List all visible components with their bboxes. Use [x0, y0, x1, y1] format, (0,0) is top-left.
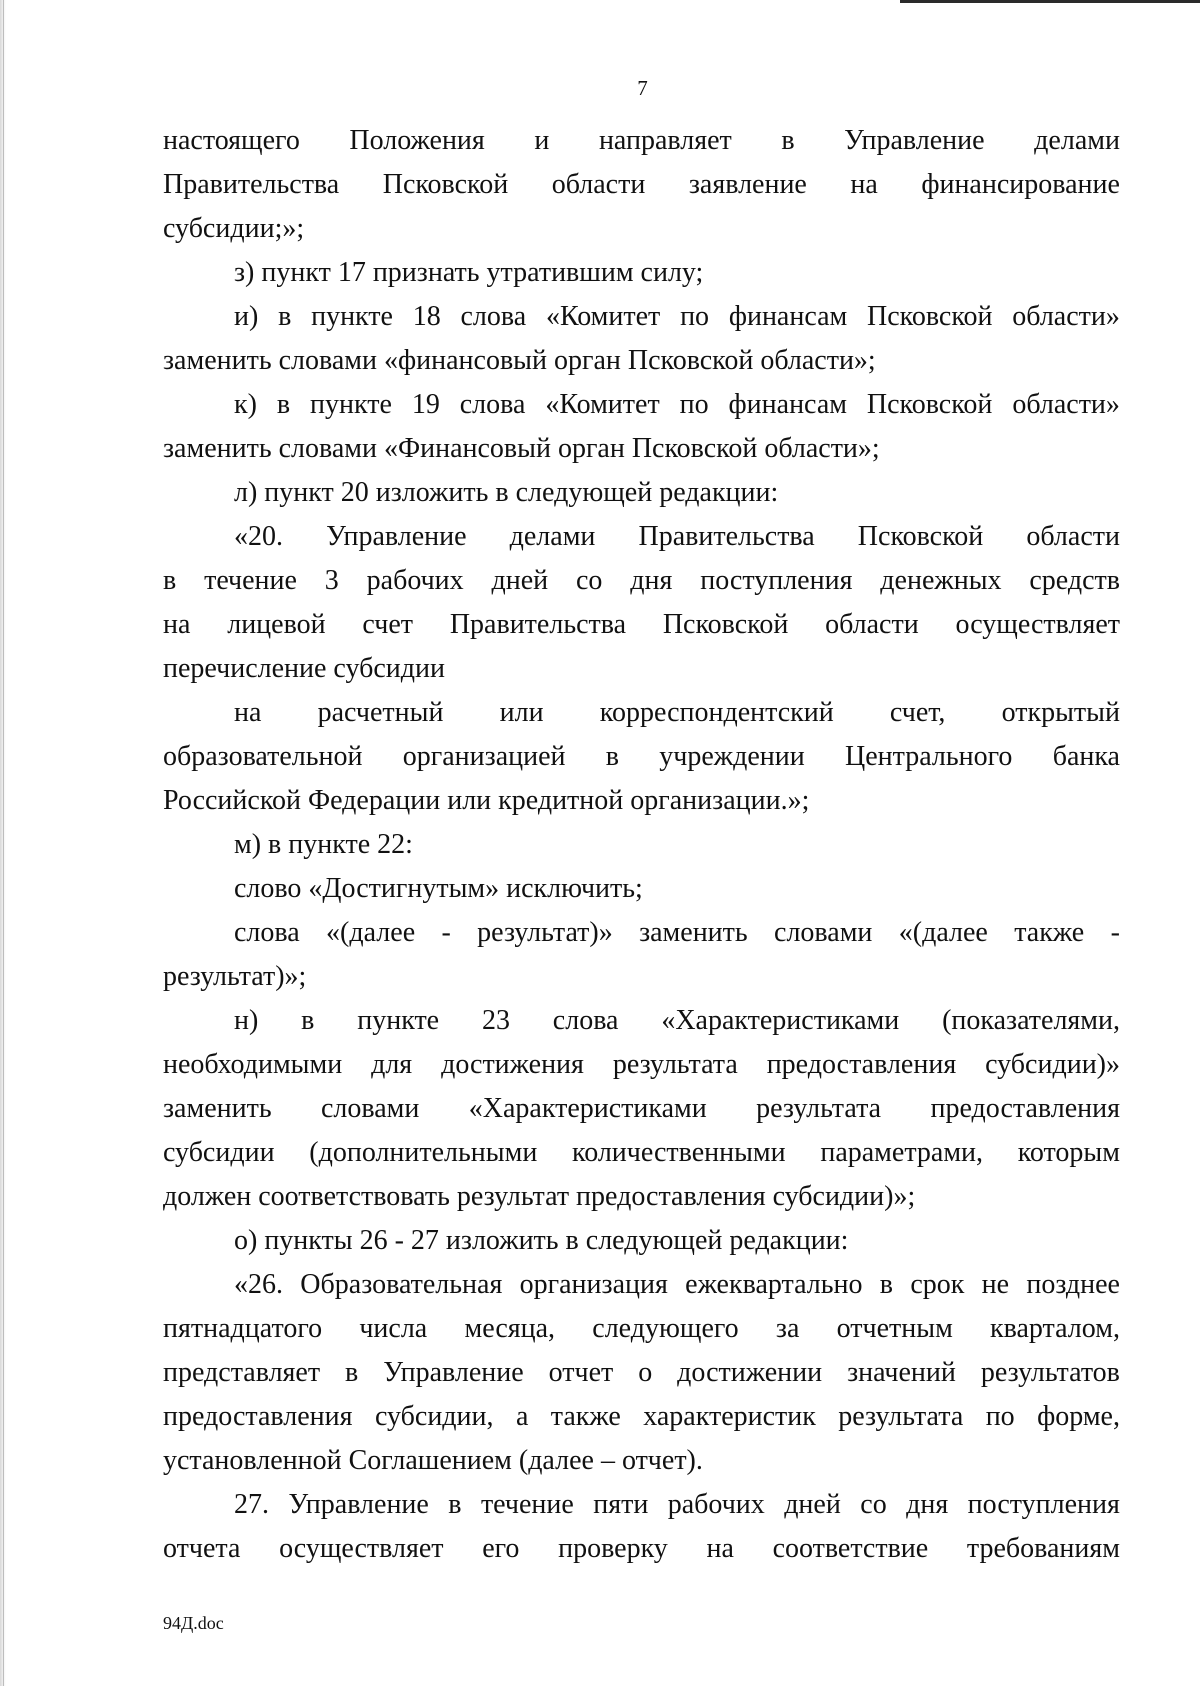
text-line: должен соответствовать результат предоставления субсидии)»;	[163, 1181, 916, 1212]
word: финансам	[728, 389, 847, 420]
word: Псковской	[857, 521, 984, 552]
word: финансирование	[921, 169, 1120, 200]
word: кварталом,	[990, 1313, 1120, 1344]
word: а	[515, 1401, 529, 1432]
text-line	[163, 515, 1120, 559]
word: слова	[234, 917, 300, 948]
word: организация	[519, 1269, 668, 1300]
word: соответствие	[772, 1533, 929, 1564]
word: проверку	[558, 1533, 668, 1564]
word: форме,	[1037, 1401, 1120, 1432]
word: и	[534, 125, 550, 156]
word: направляет	[598, 125, 732, 156]
word: области»	[1012, 301, 1120, 332]
word: Псковской	[382, 169, 509, 200]
text-line: Российской Федерации или кредитной организации.»;	[163, 785, 810, 816]
word: денежных	[880, 565, 1002, 596]
word: делами	[509, 521, 596, 552]
word: банка	[1052, 741, 1120, 772]
word: области»	[1012, 389, 1120, 420]
word: позднее	[1026, 1269, 1120, 1300]
word: которым	[1017, 1137, 1120, 1168]
word: представляет	[163, 1357, 321, 1388]
text-line: слово «Достигнутым» исключить;	[234, 873, 643, 904]
document-body	[163, 119, 1120, 1571]
word: для	[371, 1049, 413, 1080]
word: заменить	[163, 1093, 272, 1124]
word: осуществляет	[955, 609, 1120, 640]
text-line: заменить словами «финансовый орган Псковской области»;	[163, 345, 876, 376]
word: также	[550, 1401, 621, 1432]
page-number: 7	[637, 76, 648, 100]
text-line	[163, 1043, 1120, 1087]
word: «26.	[234, 1269, 283, 1300]
word: по	[679, 389, 709, 420]
text-line: заменить словами «Финансовый орган Псковской области»;	[163, 433, 880, 464]
word: со	[860, 1489, 887, 1520]
word: учреждении	[659, 741, 805, 772]
word: и)	[234, 301, 259, 332]
text-line	[163, 603, 1120, 647]
word: также	[1014, 917, 1085, 948]
word: (показателями,	[942, 1005, 1120, 1036]
word: по	[680, 301, 710, 332]
word: образовательной	[163, 741, 363, 772]
word: на	[163, 609, 191, 640]
text-line	[163, 1307, 1120, 1351]
text-line	[163, 1087, 1120, 1131]
word: пяти	[593, 1489, 649, 1520]
word: расчетный	[317, 697, 444, 728]
word: Управление	[844, 125, 985, 156]
word: количественными	[572, 1137, 786, 1168]
word: Управление	[326, 521, 467, 552]
text-line	[163, 163, 1120, 207]
word: 3	[324, 565, 339, 596]
word: Центрального	[845, 741, 1013, 772]
word: по	[985, 1401, 1015, 1432]
word: месяца,	[464, 1313, 556, 1344]
word: заявление	[688, 169, 807, 200]
word: за	[775, 1313, 800, 1344]
word: на	[706, 1533, 734, 1564]
word: предоставления	[766, 1049, 957, 1080]
text-line	[163, 911, 1120, 955]
word: на	[234, 697, 262, 728]
word: поступления	[700, 565, 853, 596]
word: области	[551, 169, 646, 200]
word: 23	[481, 1005, 510, 1036]
word: финансам	[728, 301, 848, 332]
word: Псковской	[866, 389, 993, 420]
word: результат)»	[477, 917, 613, 948]
word: в	[345, 1357, 359, 1388]
word: в	[276, 389, 291, 420]
footer-filename: 94Д.doc	[163, 1613, 224, 1633]
word: пятнадцатого	[163, 1313, 323, 1344]
word: Образовательная	[300, 1269, 503, 1300]
text-line: перечисление субсидии	[163, 653, 445, 684]
word: Правительства	[163, 169, 340, 200]
text-line: субсидии;»;	[163, 213, 305, 244]
text-line	[163, 1351, 1120, 1395]
word: в	[605, 741, 620, 772]
word: -	[1110, 917, 1120, 948]
word: течение	[204, 565, 297, 596]
text-line	[163, 691, 1120, 735]
word: делами	[1034, 125, 1120, 156]
word: в	[163, 565, 177, 596]
word: результата	[838, 1401, 964, 1432]
word: области	[1026, 521, 1120, 552]
word: его	[482, 1533, 520, 1564]
word: Псковской	[867, 301, 993, 332]
word: 27.	[234, 1489, 269, 1520]
text-line	[163, 1527, 1120, 1571]
word: Управление	[383, 1357, 524, 1388]
word: «Комитет	[545, 301, 661, 332]
word: осуществляет	[279, 1533, 444, 1564]
word: характеристик	[643, 1401, 816, 1432]
word: требованиям	[966, 1533, 1120, 1564]
word: необходимыми	[163, 1049, 343, 1080]
top-rule-line	[900, 0, 1200, 3]
word: н)	[234, 1005, 259, 1036]
word: Управление	[288, 1489, 429, 1520]
text-line: м) в пункте 22:	[234, 829, 413, 860]
text-line	[163, 119, 1120, 163]
word: к)	[234, 389, 257, 420]
word: дней	[784, 1489, 841, 1520]
word: лицевой	[227, 609, 326, 640]
word: не	[981, 1269, 1010, 1300]
word: отчетным	[836, 1313, 953, 1344]
word: субсидии,	[374, 1401, 494, 1432]
word: заменить	[639, 917, 748, 948]
word: отчета	[163, 1533, 241, 1564]
word: счет,	[889, 697, 946, 728]
word: -	[441, 917, 451, 948]
word: в	[448, 1489, 462, 1520]
word: средств	[1029, 565, 1120, 596]
text-line	[163, 1395, 1120, 1439]
word: дня	[630, 565, 673, 596]
word: числа	[359, 1313, 428, 1344]
word: корреспондентский	[599, 697, 834, 728]
word: (дополнительными	[309, 1137, 538, 1168]
word: пункте	[310, 389, 392, 420]
word: организацией	[402, 741, 566, 772]
text-line: л) пункт 20 изложить в следующей редакции:	[234, 477, 779, 508]
word: «Характеристиками	[468, 1093, 707, 1124]
word: достижения	[441, 1049, 584, 1080]
scan-edge-line	[3, 0, 4, 1686]
word: субсидии)»	[985, 1049, 1120, 1080]
word: 18	[412, 301, 441, 332]
word: Положения	[349, 125, 485, 156]
word: предоставления	[930, 1093, 1120, 1124]
word: субсидии	[163, 1137, 275, 1168]
word: значений	[847, 1357, 956, 1388]
word: «Комитет	[545, 389, 660, 420]
text-line	[163, 383, 1120, 427]
word: словами	[774, 917, 873, 948]
word: «Характеристиками	[661, 1005, 900, 1036]
word: слова	[460, 301, 527, 332]
word: слова	[459, 389, 526, 420]
word: области	[825, 609, 919, 640]
text-line	[163, 999, 1120, 1043]
word: следующего	[592, 1313, 739, 1344]
word: «(далее	[898, 917, 988, 948]
word: «(далее	[326, 917, 416, 948]
text-line	[163, 1483, 1120, 1527]
word: рабочих	[366, 565, 464, 596]
word: результатов	[980, 1357, 1120, 1388]
word: в	[278, 301, 292, 332]
word: настоящего	[163, 125, 300, 156]
text-line: установленной Соглашением (далее – отчет).	[163, 1445, 703, 1476]
word: поступления	[967, 1489, 1120, 1520]
text-line: з) пункт 17 признать утратившим силу;	[234, 257, 704, 288]
word: дней	[491, 565, 549, 596]
word: пункте	[357, 1005, 440, 1036]
word: результата	[612, 1049, 738, 1080]
word: слова	[552, 1005, 619, 1036]
word: достижении	[677, 1357, 823, 1388]
word: «20.	[234, 521, 283, 552]
word: в	[781, 125, 795, 156]
word: в	[879, 1269, 894, 1300]
word: или	[499, 697, 544, 728]
text-line	[163, 735, 1120, 779]
word: Псковской	[662, 609, 789, 640]
word: Правительства	[449, 609, 627, 640]
text-line: результат)»;	[163, 961, 307, 992]
text-line	[163, 559, 1120, 603]
word: на	[850, 169, 878, 200]
word: Правительства	[638, 521, 815, 552]
word: параметрами,	[820, 1137, 984, 1168]
word: пункте	[311, 301, 393, 332]
word: предоставления	[163, 1401, 353, 1432]
word: срок	[910, 1269, 965, 1300]
word: о	[638, 1357, 653, 1388]
word: отчет	[548, 1357, 614, 1388]
word: открытый	[1001, 697, 1120, 728]
text-line	[163, 1263, 1120, 1307]
word: ежеквартально	[685, 1269, 863, 1300]
word: счет	[362, 609, 414, 640]
word: 19	[411, 389, 440, 420]
word: рабочих	[667, 1489, 765, 1520]
word: результата	[756, 1093, 882, 1124]
text-line	[163, 1131, 1120, 1175]
word: дня	[906, 1489, 949, 1520]
text-line	[163, 295, 1120, 339]
word: словами	[321, 1093, 420, 1124]
word: течение	[480, 1489, 574, 1520]
text-line: о) пункты 26 - 27 изложить в следующей редакции:	[234, 1225, 849, 1256]
word: со	[576, 565, 603, 596]
word: в	[301, 1005, 315, 1036]
